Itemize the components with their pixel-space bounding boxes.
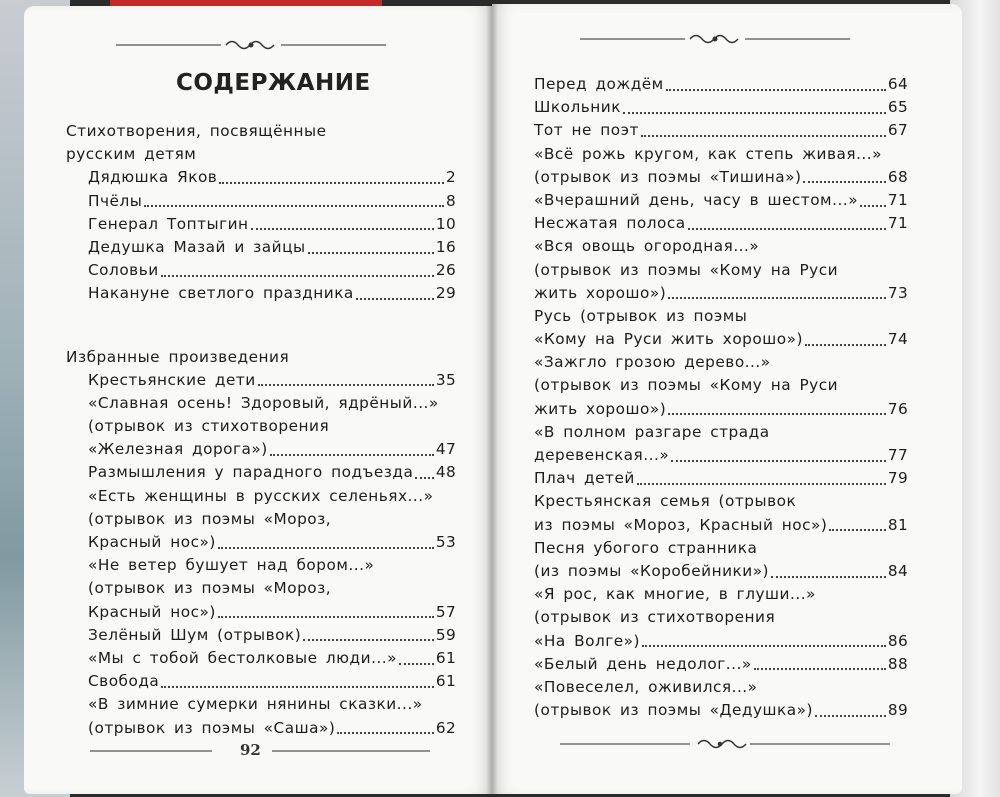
toc-entry-title: Дедушка Мазай и зайцы bbox=[88, 237, 306, 256]
toc-entry-title: (отрывок из поэмы «Кому на Руси bbox=[534, 376, 839, 395]
toc-entry-leader bbox=[303, 639, 434, 641]
toc-entry-page: 84 bbox=[887, 561, 908, 580]
toc-entry-leader bbox=[218, 616, 434, 618]
toc-entry-leader bbox=[668, 297, 886, 299]
toc-entry-leader bbox=[356, 298, 434, 300]
toc-entry bbox=[66, 166, 456, 189]
toc-entry bbox=[66, 554, 456, 577]
toc-entry-title: Плач детей bbox=[534, 469, 635, 488]
toc-entry-leader bbox=[829, 529, 886, 531]
top-ornament-left-icon bbox=[116, 36, 386, 54]
toc-entry bbox=[534, 166, 908, 189]
toc-entry-title: «Не ветер бушует над бором...» bbox=[88, 556, 375, 575]
toc-entry bbox=[66, 531, 456, 554]
toc-left-column bbox=[66, 120, 456, 740]
toc-entry-leader bbox=[860, 205, 886, 207]
toc-entry-page: 8 bbox=[445, 191, 456, 210]
toc-entry bbox=[66, 624, 456, 647]
bottom-ornament-right-icon bbox=[560, 736, 890, 752]
toc-entry bbox=[66, 717, 456, 740]
toc-entry-title: «Кому на Руси жить хорошо») bbox=[534, 330, 803, 349]
toc-entry-title: Красный нос») bbox=[88, 602, 216, 621]
toc-entry-page: 2 bbox=[445, 168, 456, 187]
toc-entry-title: Соловьи bbox=[88, 261, 159, 280]
toc-entry bbox=[66, 438, 456, 461]
toc-entry-leader bbox=[803, 181, 885, 183]
toc-entry bbox=[534, 676, 908, 699]
toc-entry-title: «Я рос, как многие, в глуши...» bbox=[534, 585, 816, 604]
toc-entry-title: «Всё рожь кругом, как степь живая...» bbox=[534, 144, 883, 163]
toc-entry-page: 86 bbox=[887, 631, 908, 650]
toc-entry-leader bbox=[666, 89, 886, 91]
toc-entry-title: из поэмы «Мороз, Красный нос») bbox=[534, 515, 828, 534]
toc-entry-title: жить хорошо») bbox=[534, 283, 667, 302]
toc-entry bbox=[534, 328, 908, 351]
toc-entry-page: 64 bbox=[887, 75, 908, 93]
toc-entry-page: 79 bbox=[887, 469, 908, 488]
toc-entry-title: Накануне светлого праздника bbox=[88, 284, 354, 303]
toc-entry-title: (отрывок из поэмы «Саша») bbox=[88, 718, 336, 737]
toc-entry bbox=[66, 346, 456, 369]
toc-entry-title: Дядюшка Яков bbox=[88, 168, 218, 187]
toc-entry-title: «Вся овощь огородная...» bbox=[534, 237, 760, 256]
toc-entry bbox=[534, 699, 908, 722]
toc-entry-title: Школьник bbox=[534, 98, 621, 117]
toc-entry-page: 89 bbox=[887, 701, 908, 720]
toc-entry bbox=[534, 282, 908, 305]
toc-entry-title: Крестьянская семья (отрывок bbox=[534, 492, 797, 511]
toc-entry-title: (отрывок из поэмы «Мороз, bbox=[88, 579, 332, 598]
toc-entry-page: 74 bbox=[887, 330, 908, 349]
toc-entry-title: «Есть женщины в русских селеньях...» bbox=[88, 486, 434, 505]
toc-entry-page: 68 bbox=[887, 167, 908, 186]
toc-entry bbox=[66, 282, 456, 305]
toc-entry-leader bbox=[161, 686, 434, 688]
toc-entry-title: Русь (отрывок из поэмы bbox=[534, 306, 748, 325]
toc-entry bbox=[534, 351, 908, 374]
toc-entry-title: «На Волге») bbox=[534, 631, 641, 650]
toc-right-column bbox=[534, 73, 908, 722]
page-title: СОДЕРЖАНИЕ bbox=[176, 70, 371, 96]
book-spine bbox=[486, 4, 498, 794]
toc-entry bbox=[534, 374, 908, 397]
toc-entry-title: «Зажгло грозою дерево...» bbox=[534, 353, 771, 372]
toc-entry-page: 57 bbox=[435, 602, 456, 621]
top-ornament-right-icon bbox=[580, 30, 850, 48]
toc-entry-page: 67 bbox=[887, 121, 908, 140]
toc-entry-title: «Повеселел, оживился...» bbox=[534, 677, 758, 696]
toc-entry-title: Песня убогого странника bbox=[534, 538, 758, 557]
toc-entry-leader bbox=[754, 668, 886, 670]
toc-entry-title: «Вчерашний день, часу в шестом...» bbox=[534, 190, 859, 209]
toc-entry-title: (отрывок из стихотворения bbox=[88, 417, 330, 436]
toc-entry-title: «Славная осень! Здоровый, ядрёный...» bbox=[88, 393, 439, 412]
toc-entry-page: 76 bbox=[887, 399, 908, 418]
toc-entry bbox=[534, 398, 908, 421]
toc-entry-title: Перед дождём bbox=[534, 75, 664, 93]
toc-entry-page: 88 bbox=[887, 654, 908, 673]
toc-entry-leader bbox=[668, 413, 886, 415]
page-number: 92 bbox=[240, 741, 261, 759]
toc-entry bbox=[534, 212, 908, 235]
toc-entry bbox=[534, 606, 908, 629]
toc-entry-title: деревенская...» bbox=[534, 446, 670, 464]
toc-entry bbox=[66, 259, 456, 282]
toc-entry-page: 62 bbox=[435, 718, 456, 737]
toc-entry bbox=[534, 119, 908, 142]
toc-entry bbox=[534, 143, 908, 166]
toc-entry-title: русским детям bbox=[66, 145, 197, 164]
toc-entry bbox=[534, 444, 908, 467]
toc-entry-title: Несжатая полоса bbox=[534, 214, 686, 233]
toc-entry-title: Размышления у парадного подъезда bbox=[88, 463, 414, 482]
toc-entry-leader bbox=[623, 112, 886, 114]
toc-entry bbox=[534, 189, 908, 212]
toc-entry bbox=[534, 421, 908, 444]
toc-entry bbox=[534, 467, 908, 490]
toc-entry bbox=[66, 120, 456, 143]
toc-entry-page: 48 bbox=[435, 463, 456, 482]
toc-entry-page: 53 bbox=[435, 533, 456, 551]
toc-entry-title: (из поэмы «Коробейники») bbox=[534, 561, 770, 580]
toc-entry bbox=[66, 392, 456, 415]
toc-entry-title: Тот не поэт bbox=[534, 121, 639, 140]
toc-entry-leader bbox=[815, 715, 886, 717]
toc-entry-title: (отрывок из поэмы «Кому на Руси bbox=[534, 260, 839, 279]
toc-entry-leader bbox=[251, 228, 434, 230]
toc-entry bbox=[66, 190, 456, 213]
toc-entry bbox=[66, 213, 456, 236]
toc-entry-leader bbox=[399, 663, 434, 665]
toc-entry-leader bbox=[219, 182, 444, 184]
toc-entry-title: «В зимние сумерки нянины сказки...» bbox=[88, 695, 423, 714]
toc-entry-title: «Железная дорога») bbox=[88, 440, 268, 459]
toc-entry-title: Красный нос») bbox=[88, 533, 216, 551]
section-gap bbox=[66, 306, 456, 346]
toc-entry-leader bbox=[308, 252, 434, 254]
toc-entry bbox=[66, 577, 456, 600]
toc-entry-leader bbox=[671, 460, 886, 462]
toc-entry-title: Генерал Топтыгин bbox=[88, 214, 249, 233]
toc-entry-title: (отрывок из поэмы «Мороз, bbox=[88, 509, 332, 528]
toc-entry-page: 71 bbox=[887, 190, 908, 209]
toc-entry bbox=[66, 508, 456, 531]
toc-entry-leader bbox=[337, 732, 434, 734]
toc-entry bbox=[534, 653, 908, 676]
toc-entry bbox=[66, 601, 456, 624]
toc-entry-page: 35 bbox=[435, 370, 456, 389]
toc-entry-title: Крестьянские дети bbox=[88, 370, 256, 389]
toc-entry-title: Зелёный Шум (отрывок) bbox=[88, 625, 302, 644]
toc-entry-leader bbox=[144, 205, 444, 207]
toc-entry-page: 10 bbox=[435, 214, 456, 233]
toc-entry-leader bbox=[637, 483, 886, 485]
toc-entry-leader bbox=[218, 547, 434, 549]
toc-entry bbox=[534, 630, 908, 653]
toc-entry-leader bbox=[415, 477, 434, 479]
toc-entry bbox=[534, 537, 908, 560]
toc-entry-page: 71 bbox=[887, 214, 908, 233]
toc-entry-page: 73 bbox=[887, 283, 908, 302]
toc-entry bbox=[534, 259, 908, 282]
toc-entry-title: (отрывок из стихотворения bbox=[534, 608, 776, 627]
toc-entry bbox=[66, 143, 456, 166]
toc-entry-leader bbox=[258, 384, 434, 386]
toc-entry bbox=[534, 96, 908, 119]
toc-entry-page: 77 bbox=[887, 446, 908, 464]
toc-entry bbox=[534, 560, 908, 583]
toc-entry bbox=[66, 461, 456, 484]
toc-entry-page: 26 bbox=[435, 261, 456, 280]
toc-entry-title: жить хорошо») bbox=[534, 399, 667, 418]
toc-entry-page: 16 bbox=[435, 237, 456, 256]
toc-entry bbox=[66, 236, 456, 259]
toc-entry-title: Избранные произведения bbox=[66, 347, 290, 366]
toc-entry-page: 29 bbox=[435, 284, 456, 303]
toc-entry-page: 59 bbox=[435, 625, 456, 644]
toc-entry-title: «Белый день недолог...» bbox=[534, 654, 752, 673]
toc-entry-title: (отрывок из поэмы «Тишина») bbox=[534, 167, 802, 186]
toc-entry bbox=[534, 514, 908, 537]
toc-entry bbox=[534, 490, 908, 513]
toc-entry-page: 65 bbox=[887, 98, 908, 117]
toc-entry-title: Пчёлы bbox=[88, 191, 143, 210]
toc-entry-leader bbox=[771, 576, 886, 578]
toc-entry bbox=[534, 235, 908, 258]
toc-entry-page: 47 bbox=[435, 440, 456, 459]
toc-entry-title: Свобода bbox=[88, 672, 160, 691]
toc-entry-leader bbox=[161, 275, 434, 277]
toc-entry-title: «Мы с тобой бестолковые люди...» bbox=[88, 648, 398, 667]
toc-entry bbox=[66, 415, 456, 438]
toc-entry bbox=[66, 369, 456, 392]
toc-entry-title: Стихотворения, посвящённые bbox=[66, 122, 327, 140]
toc-entry-leader bbox=[270, 454, 434, 456]
toc-entry bbox=[66, 670, 456, 693]
toc-entry bbox=[66, 693, 456, 716]
toc-entry bbox=[534, 305, 908, 328]
toc-entry bbox=[534, 73, 908, 96]
toc-entry bbox=[534, 583, 908, 606]
toc-entry bbox=[66, 647, 456, 670]
toc-entry-leader bbox=[688, 228, 886, 230]
toc-entry bbox=[66, 485, 456, 508]
toc-entry-leader bbox=[642, 645, 886, 647]
toc-entry-page: 61 bbox=[435, 672, 456, 691]
toc-entry-title: (отрывок из поэмы «Дедушка») bbox=[534, 701, 813, 720]
toc-entry-page: 61 bbox=[435, 648, 456, 667]
toc-entry-leader bbox=[641, 135, 886, 137]
toc-entry-leader bbox=[805, 344, 886, 346]
toc-entry-page: 81 bbox=[887, 515, 908, 534]
toc-entry-title: «В полном разгаре страда bbox=[534, 422, 770, 441]
